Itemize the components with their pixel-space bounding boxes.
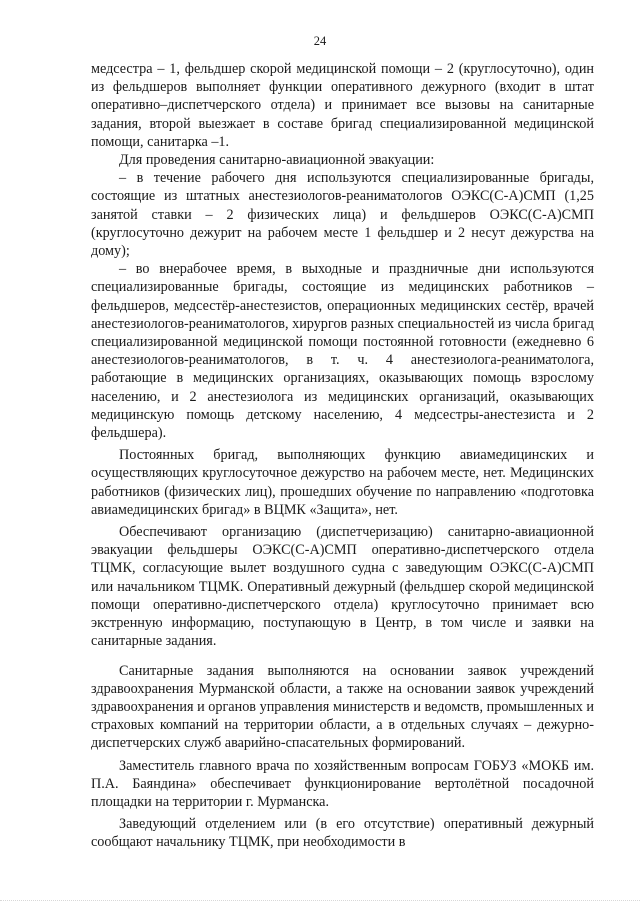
paragraph-off-hours-teams: – во внерабочее время, в выходные и праздничные дни используются специализированные бригады, состоящие из медицинских работников – фельдшеров, медсестёр-анестезистов, операционных медицинских сестёр, врачей анестезиологов-реаниматологов, хирургов разных специальностей из числа бригад специализированной медицинской помощи постоянной готовности (ежедневно 6 анестезиологов-реаниматологов, в т. ч. 4 анестезиолога-реаниматолога, работающие в медицинских организациях, оказывающих помощь взрослому населению, и 2 анестезиолога из медицинских организаций, оказывающих медицинскую помощь детскому населению, 4 медсестры-анестезиста и 2 фельдшера). — [91, 261, 594, 442]
paragraph-working-hours-teams: – в течение рабочего дня используются специализированные бригады, состоящие из штатных анестезиологов-реаниматологов ОЭКС(С-А)СМП (1,25 занятой ставки – 2 физических лица) и фельдшеров ОЭКС(С-А)СМП (круглосуточно дежурит на рабочем месте 1 фельдшер и 2 несут дежурства на дому); — [91, 170, 594, 260]
paragraph-sanitary-tasks: Санитарные задания выполняются на основании заявок учреждений здравоохранения Мурманской области, а также на основании заявок учреждений здравоохранения и органов управления министерств и ведомств, промышленных и страховых компаний на территории области, а в отдельных случаях – дежурно-диспетчерских служб аварийно-спасательных формирований. — [91, 662, 594, 752]
paragraph-staff-composition: медсестра – 1, фельдшер скорой медицинской помощи – 2 (круглосуточно), один из фельдшеров выполняет функции оперативного дежурного (входит в штат оперативно–диспетчерского отдела) и принимает все вызовы на санитарные задания, второй выезжает в составе бригад специализированной медицинской помощи, санитарка –1. — [91, 61, 594, 150]
paragraph-department-head: Заведующий отделением или (в его отсутствие) оперативный дежурный сообщают начальнику ТЦМК, при необходимости в — [91, 816, 594, 851]
page-number: 24 — [313, 34, 327, 48]
scan-edge-divider — [0, 900, 640, 905]
paragraph-permanent-teams: Постоянных бригад, выполняющих функцию авиамедицинских и осуществляющих круглосуточное дежурство на рабочем месте, нет. Медицинских работников (физических лиц), прошедших обучение по направлению «подготовка авиамедицинских бригад» в ВЦМК «Защита», нет. — [91, 447, 594, 518]
paragraph-helipad: Заместитель главного врача по хозяйственным вопросам ГОБУЗ «МОКБ им. П.А. Баяндина» обеспечивает функционирование вертолётной посадочной площадки на территории г. Мурманска. — [91, 757, 594, 810]
paragraph-evacuation-intro: Для проведения санитарно-авиационной эвакуации: — [119, 152, 435, 169]
document-body — [91, 60, 594, 852]
paragraph-dispatch-organization: Обеспечивают организацию (диспетчеризацию) санитарно-авиационной эвакуации фельдшеры ОЭКС(С-А)СМП оперативно-диспетчерского отдела ТЦМК, согласующие вылет воздушного судна с заведующим ОЭКС(С-А)СМП или начальником ТЦМК. Оперативный дежурный (фельдшер скорой медицинской помощи оперативно-диспетчерского отдела) круглосуточно принимает всю экстренную информацию, поступающую в Центр, в том числе и заявки на санитарные задания. — [91, 524, 594, 650]
